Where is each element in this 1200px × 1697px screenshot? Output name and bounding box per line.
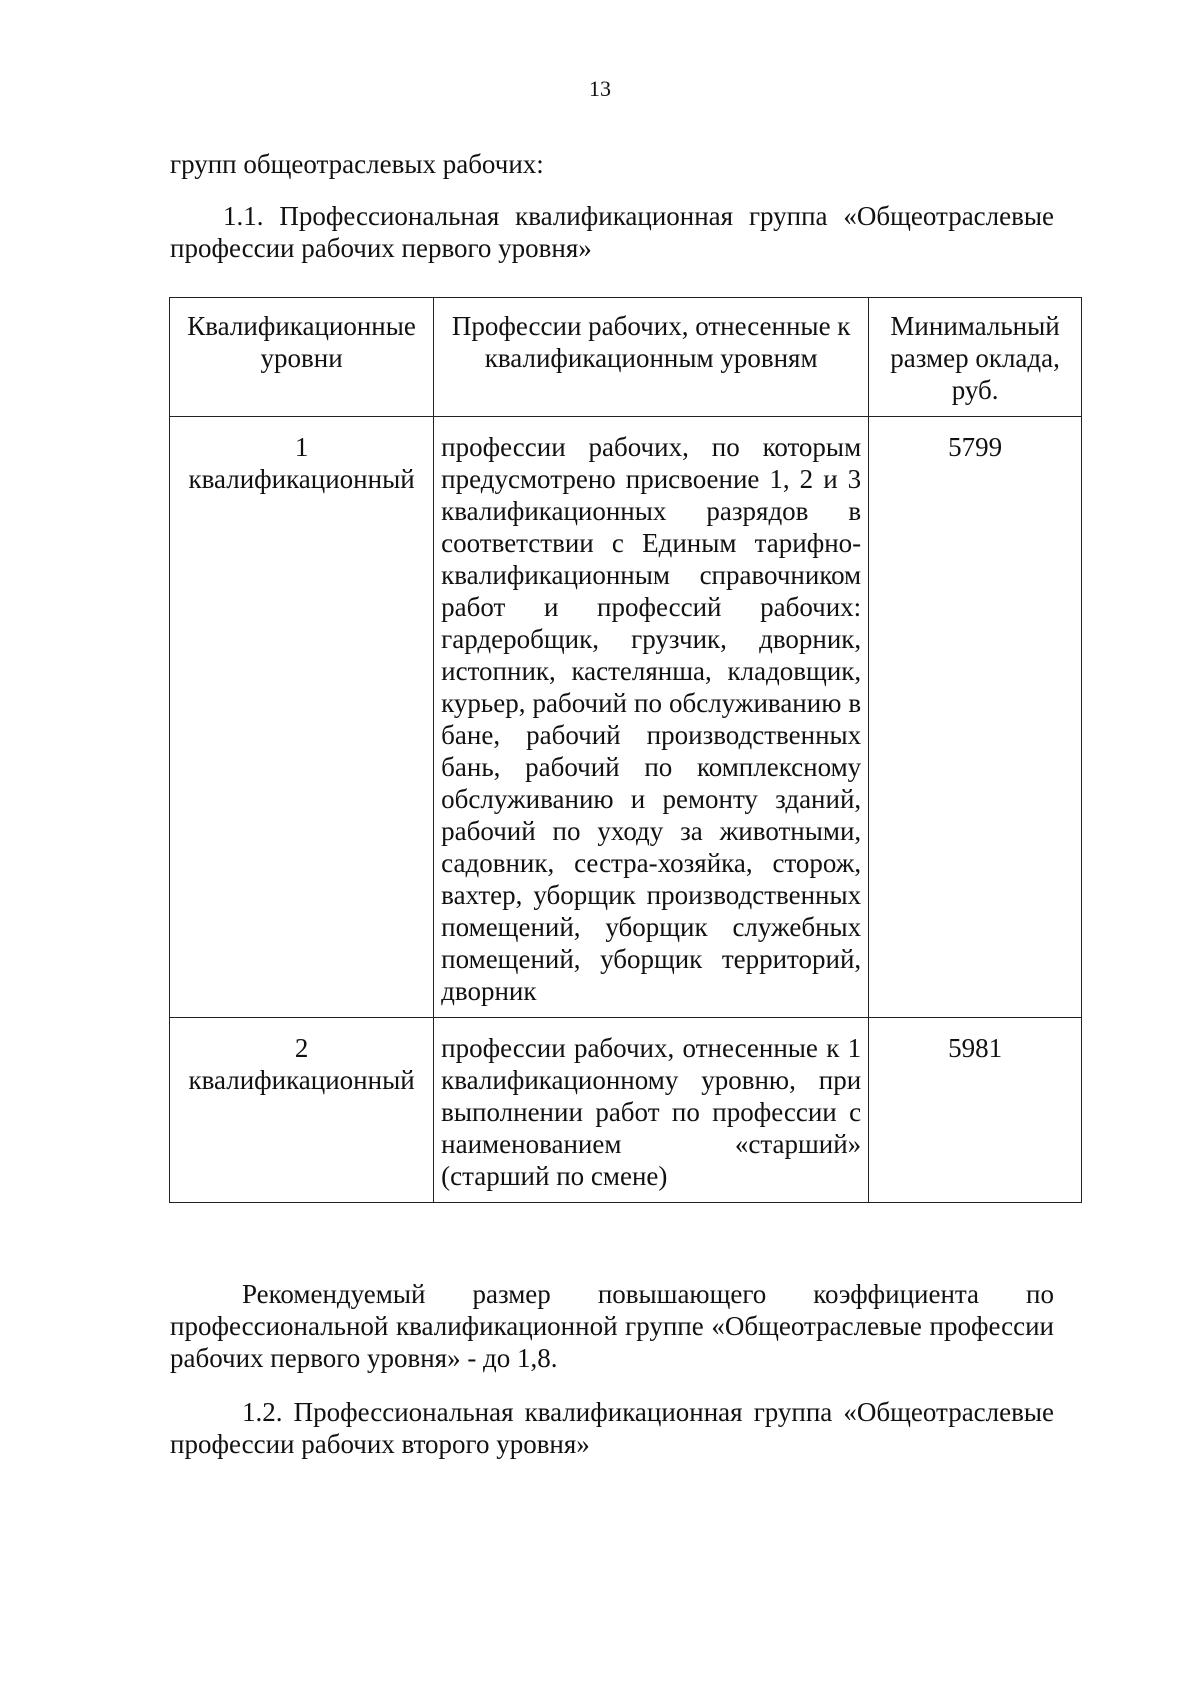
level-label: квалификационный	[188, 464, 415, 494]
intro-paragraph: групп общеотраслевых рабочих:	[170, 149, 544, 179]
header-professions: Профессии рабочих, отнесенные к квалификационным уровням	[434, 298, 869, 417]
header-qualification-levels: Квалификационные уровни	[170, 298, 434, 417]
salary-cell: 5799	[869, 417, 1082, 1018]
header-minimum-salary: Минимальный размер оклада, руб.	[869, 298, 1082, 417]
coefficient-note: Рекомендуемый размер повышающего коэффициента по профессиональной квалификационной группе «Общеотраслевые профессии рабочих первого уровня» - до 1,8.	[170, 1279, 1054, 1373]
professions-cell: профессии рабочих, отнесенные к 1 квалификационному уровню, при выполнении работ по профессии с наименованием «старший» (старший по смене)	[434, 1018, 869, 1203]
professions-cell: профессии рабочих, по которым предусмотрено присвоение 1, 2 и 3 квалификационных разрядов в соответствии с Единым тарифно-квалификационным справочником работ и профессий рабочих: гардеробщик, грузчик, дворник, истопник, кастелянша, кладовщик, курьер, рабочий по обслуживанию в бане, рабочий производственных бань, рабочий по комплексному обслуживанию и ремонту зданий, рабочий по уходу за животными, садовник, сестра-хозяйка, сторож, вахтер, уборщик производственных помещений, уборщик служебных помещений, уборщик территорий, дворник	[434, 417, 869, 1018]
level-number: 1	[294, 432, 309, 462]
section-1-2-heading: 1.2. Профессиональная квалификационная группа «Общеотраслевые профессии рабочих второго уровня»	[170, 1397, 1054, 1459]
section-1-1-heading: 1.1. Профессиональная квалификационная группа «Общеотраслевые профессии рабочих первого уровня»	[170, 201, 1054, 263]
salary-cell: 5981	[869, 1018, 1082, 1203]
table-header-row	[170, 298, 1082, 417]
level-label: квалификационный	[188, 1065, 415, 1095]
level-cell	[170, 417, 434, 1018]
level-number: 2	[294, 1033, 309, 1063]
qualification-table	[169, 297, 1082, 1203]
level-cell	[170, 1018, 434, 1203]
page-number: 13	[589, 76, 611, 101]
table-row	[170, 1018, 1082, 1203]
table-row	[170, 417, 1082, 1018]
